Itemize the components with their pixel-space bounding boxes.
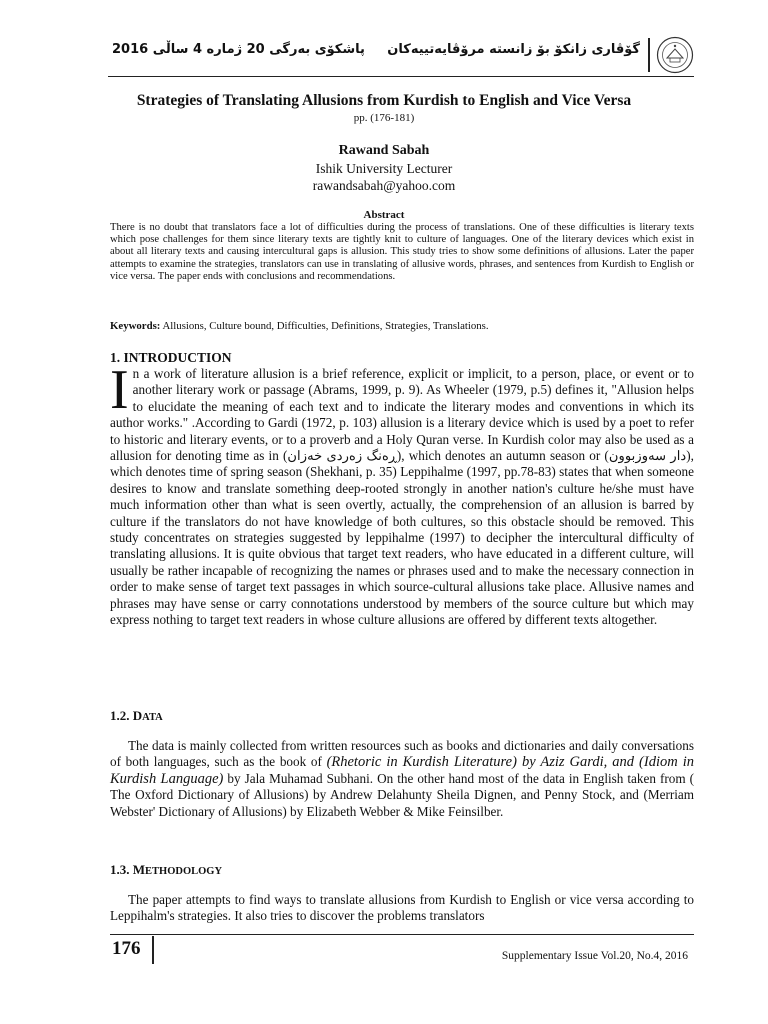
page-header — [108, 38, 694, 74]
header-issue-info: پاشکۆی بەرگی 20 ژمارە 4 ساڵی 2016 — [112, 42, 365, 57]
abstract-heading: Abstract — [363, 209, 405, 221]
author-name: Rawand Sabah — [338, 143, 430, 158]
paper-title: Strategies of Translating Allusions from Kurdish to English and Vice Versa — [136, 92, 632, 109]
page-number: 176 — [112, 938, 141, 959]
intro-text-1: n a work of literature allusion is a brief reference, explicit or implicit, to a person, place, or event or to another literary work or passage (Abrams, 1999, p. 9). As Wheeler (1979, p.5) defines it, "Allusion helps to elucidate the meaning of each text and to indicate the literary modes and conventions in which its author works." .According to Gardi (1972, p. 103) allusion is a literary device which is used by a poet to refer to historic and literary events, or to a proverb and a Holy Quran verse. In Kurdish color may also be used as a allusion for denoting time as in ( — [110, 366, 694, 464]
section-heading-data — [110, 708, 163, 724]
author-affiliation: Ishik University Lecturer — [315, 161, 453, 176]
footer-issue-info: Supplementary Issue Vol.20, No.4, 2016 — [501, 950, 688, 962]
intro-text-3: ), which denotes time of spring season (Shekhani, p. 35) Leppihalme (1997, pp.78-83) states that when someone desires to know and translate something deep-rooted strongly in another nation's culture he/she must have much information other than what is seen overtly, actually, the comprehension of an allusion is barred by culture if the translators do not have knowledge of both cultures, so this obstacle should be removed. This study concentrates on strategies suggested by leppihalme (1997) to decipher the intercultural difficulty of translating allusions. It is quite obvious that target text readers, who have educated in a different culture, will usually be rather incapable of recognizing the names or phrases used and to make the necessary connection in order to make sense of target text passages in which source-cultural allusions take place. Allusive names and phrases may have sense or carry connotations understood by members of the source culture but which may express nothing to target text readers in whose culture allusions are offered by different texts altogether. — [110, 448, 694, 628]
university-seal-icon — [656, 36, 694, 74]
abstract-body: There is no doubt that translators face a lot of difficulties during the process of translations. One of these difficulties is literary texts which pose challenges for them since literary texts are tightly knit to culture of languages. One of the literary devices which exist in about all literary texts and causing intercultural gaps is allusion. This study tries to show some definitions of allusions. Later the paper attempts to examine the strategies, translators can use in translating of allusive words, phrases, and sentences from Kurdish to English or vice versa. The paper ends with conclusions and recommendations. — [110, 222, 694, 282]
data-book-titles: (Rhetoric in Kurdish Literature) by Aziz Gardi, and (Idiom in Kurdish Language) — [110, 754, 695, 787]
drop-cap: I — [110, 359, 129, 421]
section-heading-methodology — [110, 862, 222, 878]
header-journal-name: گۆڤاری زانکۆ بۆ زانستە مرۆڤایەتییەکان — [387, 42, 640, 57]
section-cap: D — [132, 708, 143, 723]
footer-rule — [110, 934, 694, 935]
intro-text-2: ), which denotes an autumn season or ( — [396, 448, 609, 464]
methodology-paragraph: The paper attempts to find ways to translate allusions from Kurdish to English or vice versa according to Leppihalm's strategies. It also tries to discover the problems translators — [110, 892, 694, 924]
kurdish-phrase-spring: دار سەوزبوون — [608, 448, 687, 464]
footer-divider — [152, 936, 154, 964]
kurdish-phrase-autumn: ڕەنگ زەردی خەزان — [287, 448, 397, 464]
data-text-1: The data is mainly collected from written resources such as books and dictionaries and daily conversations of both languages, such as the book of — [110, 738, 694, 770]
section-cap: M — [132, 862, 146, 877]
keywords — [110, 320, 694, 332]
header-divider — [648, 38, 650, 72]
author-email: rawandsabah@yahoo.com — [312, 178, 456, 193]
section-smallcaps: ETHODOLOGY — [145, 866, 223, 877]
section-number: 1.3. — [110, 862, 133, 877]
data-text-2: by Jala Muhamad Subhani. On the other hand most of the data in English taken from ( The Oxford Dictionary of Allusions) by Andrew Delahunty Sheila Dignen, and Penny Stock, and (Merriam Webster' Dictionary of Allusions) by Elizabeth Webber & Mike Feinsilber. — [110, 770, 694, 819]
section-smallcaps: ATA — [142, 712, 163, 723]
page-range: pp. (176-181) — [353, 112, 415, 124]
section-number: 1.2. — [110, 708, 133, 723]
data-paragraph — [110, 738, 694, 820]
header-rule — [108, 76, 694, 77]
introduction-paragraph — [110, 359, 694, 629]
keywords-label: Keywords: — [110, 320, 161, 332]
keywords-text: Allusions, Culture bound, Difficulties, Definitions, Strategies, Translations. — [160, 320, 489, 332]
section-heading-introduction: 1. INTRODUCTION — [110, 350, 232, 365]
